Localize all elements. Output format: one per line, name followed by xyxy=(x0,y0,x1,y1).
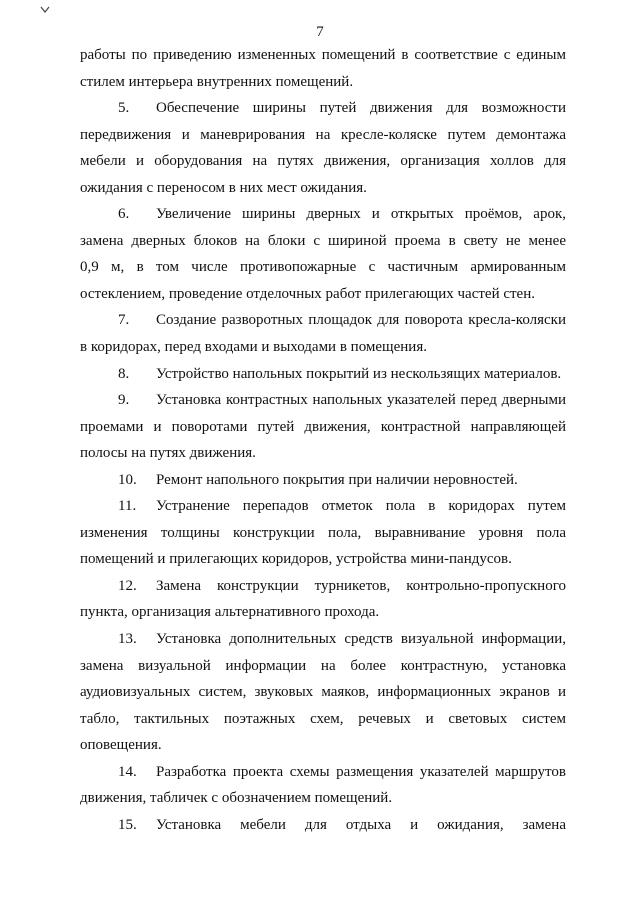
line-text: Установка контрастных напольных указателей перед дверными xyxy=(156,392,566,409)
text-line xyxy=(80,122,566,149)
line-text: Устранение перепадов отметок пола в коридорах путем xyxy=(156,498,566,515)
line-text: табло, тактильных поэтажных схем, речевых и световых систем xyxy=(80,710,566,727)
line-text: передвижения и маневрирования на кресле-коляске путем демонтажа xyxy=(80,126,566,143)
item-number: 15. xyxy=(118,816,137,833)
text-line xyxy=(80,440,566,467)
item-number: 13. xyxy=(118,631,137,648)
paragraph-first-line xyxy=(80,573,566,600)
paragraph-first-line xyxy=(80,812,566,839)
text-line xyxy=(80,334,566,361)
text-line xyxy=(80,546,566,573)
text-line xyxy=(80,414,566,441)
line-text: Увеличение ширины дверных и открытых проёмов, арок, xyxy=(156,206,566,223)
line-text: 0,9 м, в том числе противопожарные с частичным армированным xyxy=(80,259,566,276)
line-text: полосы на путях движения. xyxy=(80,445,256,462)
item-number: 6. xyxy=(118,206,130,223)
page-number: 7 xyxy=(316,24,324,40)
item-number: 12. xyxy=(118,577,137,594)
text-line xyxy=(80,732,566,759)
line-text: работы по приведению измененных помещений в соответствие с единым xyxy=(80,47,566,63)
text-line xyxy=(80,679,566,706)
line-text: изменения толщины конструкции пола, выравнивание уровня пола xyxy=(80,524,566,541)
text-line xyxy=(80,175,566,202)
line-text: остеклением, проведение отделочных работ прилегающих частей стен. xyxy=(80,285,535,302)
line-text: аудиовизуальных систем, звуковых маяков, информационных экранов и xyxy=(80,684,566,701)
line-text: проемами и поворотами путей движения, контрастной направляющей xyxy=(80,418,566,435)
line-text: движения, табличек с обозначением помещений. xyxy=(80,790,393,807)
item-number: 11. xyxy=(118,498,137,515)
line-text: Установка мебели для отдыха и ожидания, замена xyxy=(156,816,566,833)
paragraph-first-line xyxy=(80,626,566,653)
line-text: оповещения. xyxy=(80,737,162,754)
line-text: пункта, организация альтернативного прохода. xyxy=(80,604,380,621)
line-text: Установка дополнительных средств визуальной информации, xyxy=(156,631,566,648)
line-text: мебели и оборудования на путях движения, организация холлов для xyxy=(80,153,566,170)
text-line xyxy=(80,69,566,96)
text-line xyxy=(80,706,566,733)
line-text: Устройство напольных покрытий из нескользящих материалов. xyxy=(156,365,562,382)
line-text: Разработка проекта схемы размещения указателей маршрутов xyxy=(156,763,566,780)
text-line xyxy=(80,42,566,69)
line-text: Обеспечение ширины путей движения для возможности xyxy=(156,100,566,117)
paragraph-first-line xyxy=(80,467,566,494)
line-text: замена дверных блоков на блоки с шириной проема в свету не менее xyxy=(80,232,566,249)
corner-mark-icon xyxy=(40,6,50,14)
line-text: Замена конструкции турникетов, контрольно-пропускного xyxy=(156,577,566,594)
paragraph-first-line xyxy=(80,307,566,334)
text-line xyxy=(80,599,566,626)
document-body xyxy=(80,42,566,838)
text-line xyxy=(80,785,566,812)
item-number: 8. xyxy=(118,365,130,382)
paragraph-first-line xyxy=(80,361,566,388)
line-text: помещений и прилегающих коридоров, устройства мини-пандусов. xyxy=(80,551,512,568)
item-number: 14. xyxy=(118,763,137,780)
paragraph-first-line xyxy=(80,493,566,520)
item-number: 9. xyxy=(118,392,130,409)
paragraph-first-line xyxy=(80,201,566,228)
text-line xyxy=(80,148,566,175)
text-line xyxy=(80,228,566,255)
text-line xyxy=(80,520,566,547)
item-number: 7. xyxy=(118,312,130,329)
paragraph-first-line xyxy=(80,759,566,786)
text-line xyxy=(80,254,566,281)
line-text: в коридорах, перед входами и выходами в помещения. xyxy=(80,339,427,356)
line-text: Создание разворотных площадок для поворота кресла-коляски xyxy=(156,312,566,329)
line-text: замена визуальной информации на более контрастную, установка xyxy=(80,657,566,674)
item-number: 10. xyxy=(118,471,137,488)
text-line xyxy=(80,281,566,308)
paragraph-first-line xyxy=(80,95,566,122)
line-text: Ремонт напольного покрытия при наличии неровностей. xyxy=(156,471,518,488)
text-line xyxy=(80,653,566,680)
item-number: 5. xyxy=(118,100,130,117)
line-text: стилем интерьера внутренних помещений. xyxy=(80,73,354,90)
line-text: ожидания с переносом в них мест ожидания. xyxy=(80,179,367,196)
paragraph-first-line xyxy=(80,387,566,414)
